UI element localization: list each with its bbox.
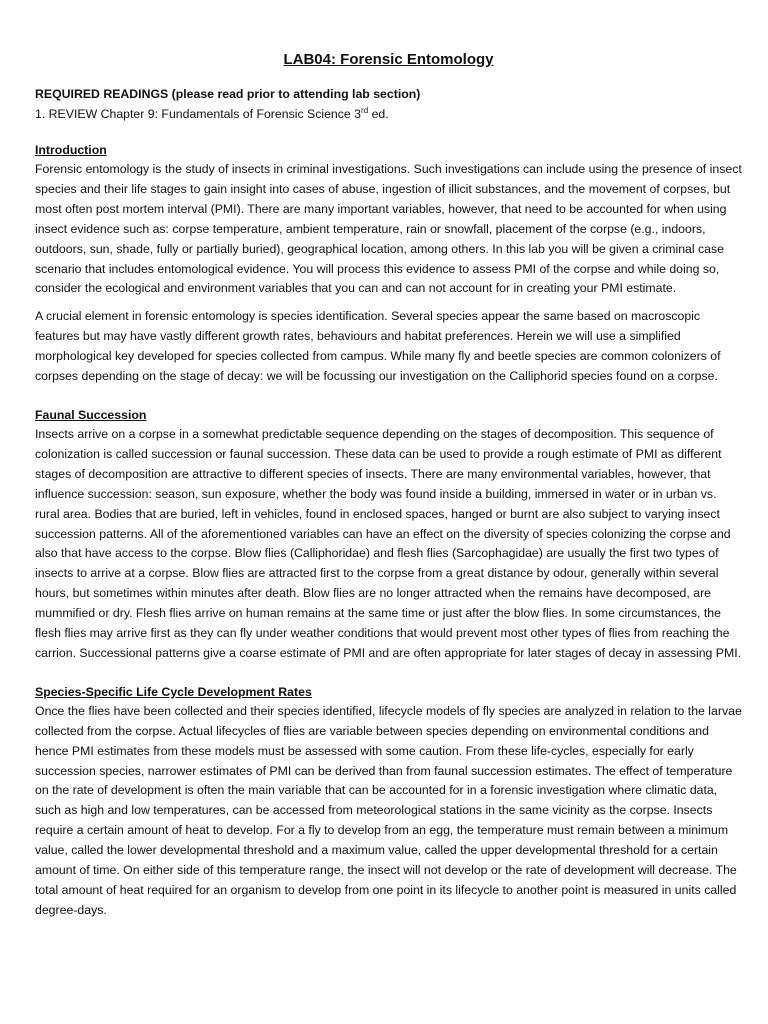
- required-readings-item: [35, 104, 742, 124]
- readings-item-superscript: rd: [361, 105, 369, 115]
- faunal-succession-paragraph: Insects arrive on a corpse in a somewhat predictable sequence depending on the stages of decomposition. This sequence of colonization is called succession or faunal succession. These data can be used to provide a rough estimate of PMI as different stages of decomposition are attractive to different species of insects. There are many environmental variables, however, that influence succession: season, sun exposure, whether the body was found inside a building, immersed in water or in urban vs. rural area. Bodies that are buried, left in vehicles, found in enclosed spaces, hanged or burnt are also subject to varying insect succession patterns. All of the aforementioned variables can have an effect on the diversity of species colonizing the corpse and also that have access to the corpse. Blow flies (Calliphoridae) and flesh flies (Sarcophagidae) are usually the first two types of insects to arrive at a corpse. Blow flies are attracted first to the corpse from a great distance by odour, generally within several hours, but sometimes within minutes after death. Blow flies are no longer attracted when the remains have decomposed, are mummified or dry. Flesh flies arrive on human remains at the same time or just after the blow flies. In some circumstances, the flesh flies may arrive first as they can fly under weather conditions that would prevent most other types of flies from reaching the carrion. Successional patterns give a coarse estimate of PMI and are often appropriate for later stages of decay in assessing PMI.: [35, 426, 742, 660]
- readings-item-suffix: ed.: [368, 107, 389, 121]
- required-readings-heading: REQUIRED READINGS (please read prior to attending lab section): [35, 87, 421, 101]
- life-cycle-heading: Species-Specific Life Cycle Development Rates: [35, 684, 312, 699]
- introduction-heading: Introduction: [35, 143, 107, 157]
- page-title: LAB04: Forensic Entomology: [283, 51, 494, 68]
- readings-item-text: 1. REVIEW Chapter 9: Fundamentals of Forensic Science 3: [35, 107, 362, 121]
- life-cycle-paragraph: Once the flies have been collected and their species identified, lifecycle models of fly species are analyzed in relation to the larvae collected from the corpse. Actual lifecycles of flies are variable between species depending on environmental conditions and hence PMI estimates from these models must be assessed with some caution. From these life-cycles, especially for early succession species, narrower estimates of PMI can be derived than from faunal succession estimates. The effect of temperature on the rate of development is often the main variable that can be accounted for in a forensic investigation where climatic data, such as high and low temperatures, can be accessed from meteorological stations in the same vicinity as the corpse. Insects require a certain amount of heat to develop. For a fly to develop from an egg, the temperature must remain between a minimum value, called the lower developmental threshold and a maximum value, called the upper developmental threshold for a certain amount of time. On either side of this temperature range, the insect will not develop or the rate of development will decrease. The total amount of heat required for an organism to develop from one point in its lifecycle to another point is measured in units called degree-days.: [35, 703, 742, 917]
- introduction-paragraph-2: A crucial element in forensic entomology is species identification. Several species appear the same based on macroscopic features but may have vastly different growth rates, behaviours and habitat preferences. Herein we will use a simplified morphological key developed for species collected from campus. While many fly and beetle species are common colonizers of corpses depending on the stage of decay: we will be focussing our investigation on the Calliphorid species found on a corpse.: [35, 309, 721, 384]
- introduction-paragraph-1: Forensic entomology is the study of insects in criminal investigations. Such investigations can include using the presence of insect species and their life stages to gain insight into cases of abuse, ingestion of illicit substances, and the movement of corpses, but most often post mortem interval (PMI). There are many important variables, however, that need to be accounted for when using insect evidence such as: corpse temperature, ambient temperature, rain or snowfall, placement of the corpse (e.g., indoors, outdoors, sun, shade, fully or partially buried), geographical location, among others. In this lab you will be given a criminal case scenario that includes entomological evidence. You will process this evidence to assess PMI of the corpse and while doing so, consider the ecological and environment variables that you can and can not account for in creating your PMI estimate.: [35, 162, 742, 296]
- faunal-succession-heading: Faunal Succession: [35, 407, 147, 422]
